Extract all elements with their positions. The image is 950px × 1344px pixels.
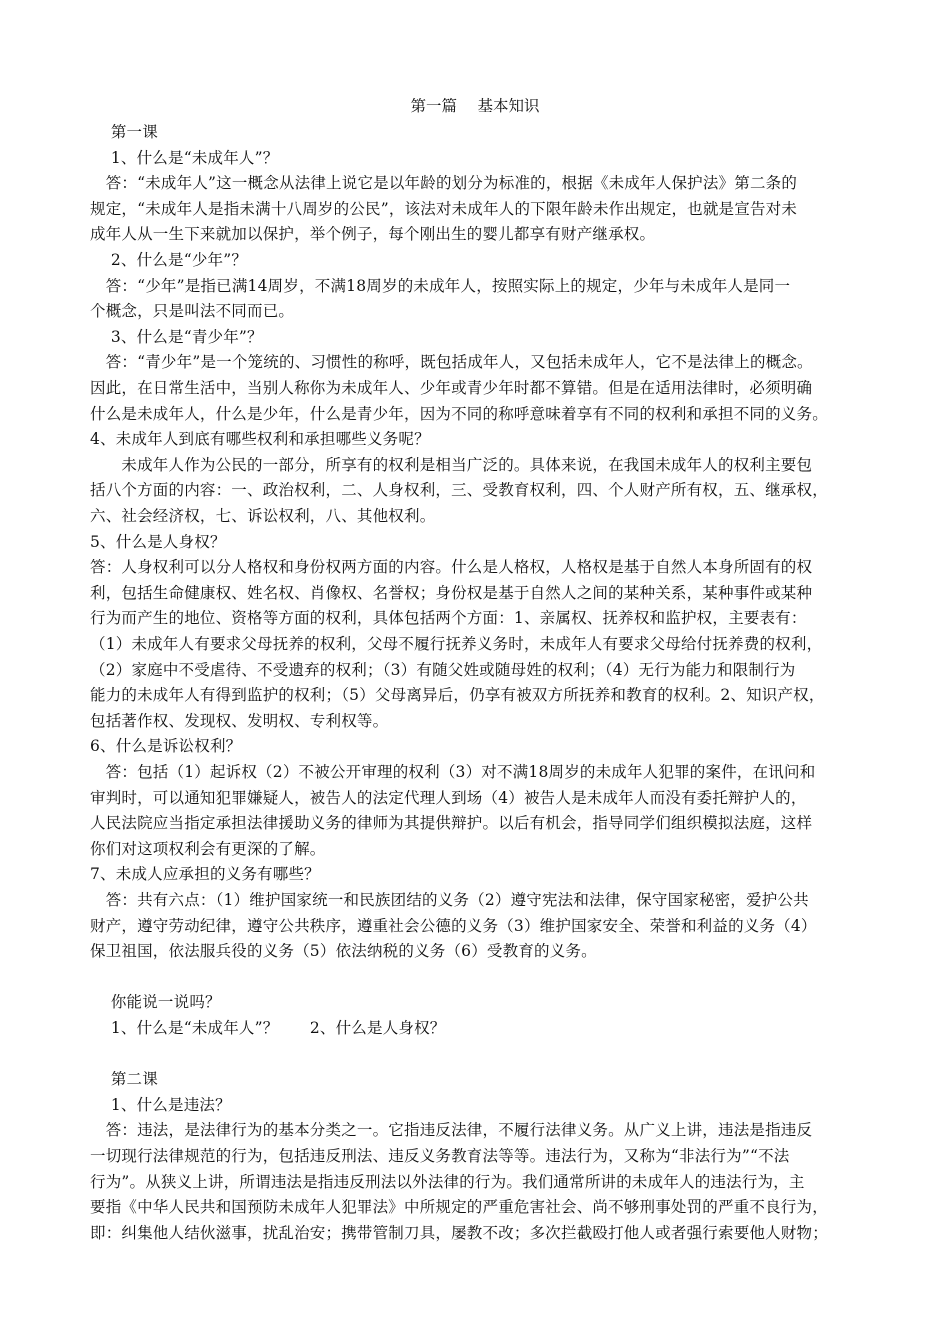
text-line: （2）家庭中不受虐待、不受遗弃的权利；（3）有随父姓或随母姓的权利；（4）无行为能力和限制行为	[90, 660, 796, 679]
text-line: 3、什么是“青少年”？	[90, 327, 263, 346]
text-line: 7、未成人应承担的义务有哪些？	[90, 865, 320, 884]
text-line: 你们对这项权利会有更深的了解。	[90, 839, 326, 858]
text-line: 保卫祖国，依法服兵役的义务（5）依法纳税的义务（6）受教育的义务。	[90, 942, 597, 961]
text-line: 行为而产生的地位、资格等方面的权利，具体包括两个方面：1、亲属权、抚养权和监护权，主要表有：	[90, 609, 807, 628]
text-line: 人民法院应当指定承担法律援助义务的律师为其提供辩护。以后有机会，指导同学们组织模拟法庭，这样	[90, 814, 813, 833]
text-line: 因此，在日常生活中，当别人称你为未成年人、少年或青少年时都不算错。但是在适用法律时，必须明确	[90, 379, 813, 397]
text-line: 答：人身权利可以分人格权和身份权两方面的内容。什么是人格权，人格权是基于自然人本身所固有的权	[90, 558, 813, 577]
text-line: 包括著作权、发现权、发明权、专利权等。	[90, 711, 389, 730]
text-line: 1、什么是违法？	[90, 1095, 231, 1114]
text-line: 答：违法，是法律行为的基本分类之一。它指违反法律，不履行法律义务。从广义上讲，违法是指违反	[90, 1121, 813, 1140]
text-line: （1）未成年人有要求父母抚养的权利，父母不履行抚养义务时，未成年人有要求父母给付抚养费的权利，	[90, 635, 823, 653]
text-line: 即：纠集他人结伙滋事，扰乱治安；携带管制刀具，屡教不改；多次拦截殴打他人或者强行索要他人财物；	[90, 1223, 828, 1242]
text-line: 答：“未成年人”这一概念从法律上说它是以年龄的划分为标准的，根据《未成年人保护法》第二条的	[90, 174, 798, 193]
page-title: 第一篇 基本知识	[410, 97, 540, 115]
text-line: 规定，“未成年人是指未满十八周岁的公民”，该法对未成年人的下限年龄未作出规定，也就是宣告对未	[90, 199, 798, 218]
text-line: 1、什么是“未成年人”？ 2、什么是人身权？	[90, 1019, 446, 1037]
text-line: 未成年人作为公民的一部分，所享有的权利是相当广泛的。具体来说，在我国未成年人的权利主要包	[90, 455, 813, 474]
text-line: 答：共有六点：（1）维护国家统一和民族团结的义务（2）遵守宪法和法律，保守国家秘密，爱护公共	[90, 891, 809, 909]
text-line: 能力的未成年人有得到监护的权利；（5）父母离异后，仍享有被双方所抚养和教育的权利。2、知识产权，	[90, 686, 825, 705]
text-line: 答：“少年”是指已满14周岁，不满18周岁的未成年人，按照实际上的规定，少年与未成年人是同一	[90, 276, 791, 295]
text-line: 什么是未成年人，什么是少年，什么是青少年，因为不同的称呼意味着享有不同的权利和承担不同的义务。	[90, 404, 828, 423]
text-line: 括八个方面的内容：一、政治权利，二、人身权利，三、受教育权利，四、个人财产所有权，五、继承权，	[90, 481, 828, 500]
text-line: 审判时，可以通知犯罪嫌疑人，被告人的法定代理人到场（4）被告人是未成年人而没有委托辩护人的，	[90, 788, 807, 807]
text-line: 财产，遵守劳动纪律，遵守公共秩序，遵重社会公德的义务（3）维护国家安全、荣誉和利益的义务（4）	[90, 916, 817, 935]
text-line: 成年人从一生下来就加以保护，举个例子，每个刚出生的婴儿都享有财产继承权。	[90, 225, 656, 244]
text-line: 6、什么是诉讼权利？	[90, 737, 242, 756]
text-line: 你能说一说吗？	[90, 993, 221, 1012]
text-line: 利，包括生命健康权、姓名权、肖像权、名誉权；身份权是基于自然人之间的某种关系，某种事件或某种	[90, 583, 813, 602]
text-line: 第二课	[90, 1070, 158, 1089]
text-line: 六、社会经济权，七、诉讼权利，八、其他权利。	[90, 507, 436, 525]
text-line: 行为”。从狭义上讲，所谓违法是指违反刑法以外法律的行为。我们通常所讲的未成年人的违法行为，主	[90, 1172, 805, 1191]
text-line: 答：“青少年”是一个笼统的、习惯性的称呼，既包括成年人，又包括未成年人，它不是法律上的概念。	[90, 353, 813, 372]
text-line: 答：包括（1）起诉权（2）不被公开审理的权利（3）对不满18周岁的未成年人犯罪的案件，在讯问和	[90, 763, 816, 781]
text-line: 2、什么是“少年”？	[90, 251, 248, 269]
text-line: 要指《中华人民共和国预防未成年人犯罪法》中所规定的严重危害社会、尚不够刑事处罚的严重不良行为，	[90, 1198, 828, 1217]
text-line: 第一课	[90, 123, 158, 141]
text-line: 4、未成年人到底有哪些权利和承担哪些义务呢？	[90, 430, 430, 449]
text-line: 一切现行法律规范的行为，包括违反刑法、违反义务教育法等等。违法行为，又称为“非法行为”“不法	[90, 1147, 790, 1165]
text-line: 1、什么是“未成年人”？	[90, 148, 279, 167]
text-line: 5、什么是人身权？	[90, 532, 226, 551]
text-line: 个概念，只是叫法不同而已。	[90, 302, 295, 321]
